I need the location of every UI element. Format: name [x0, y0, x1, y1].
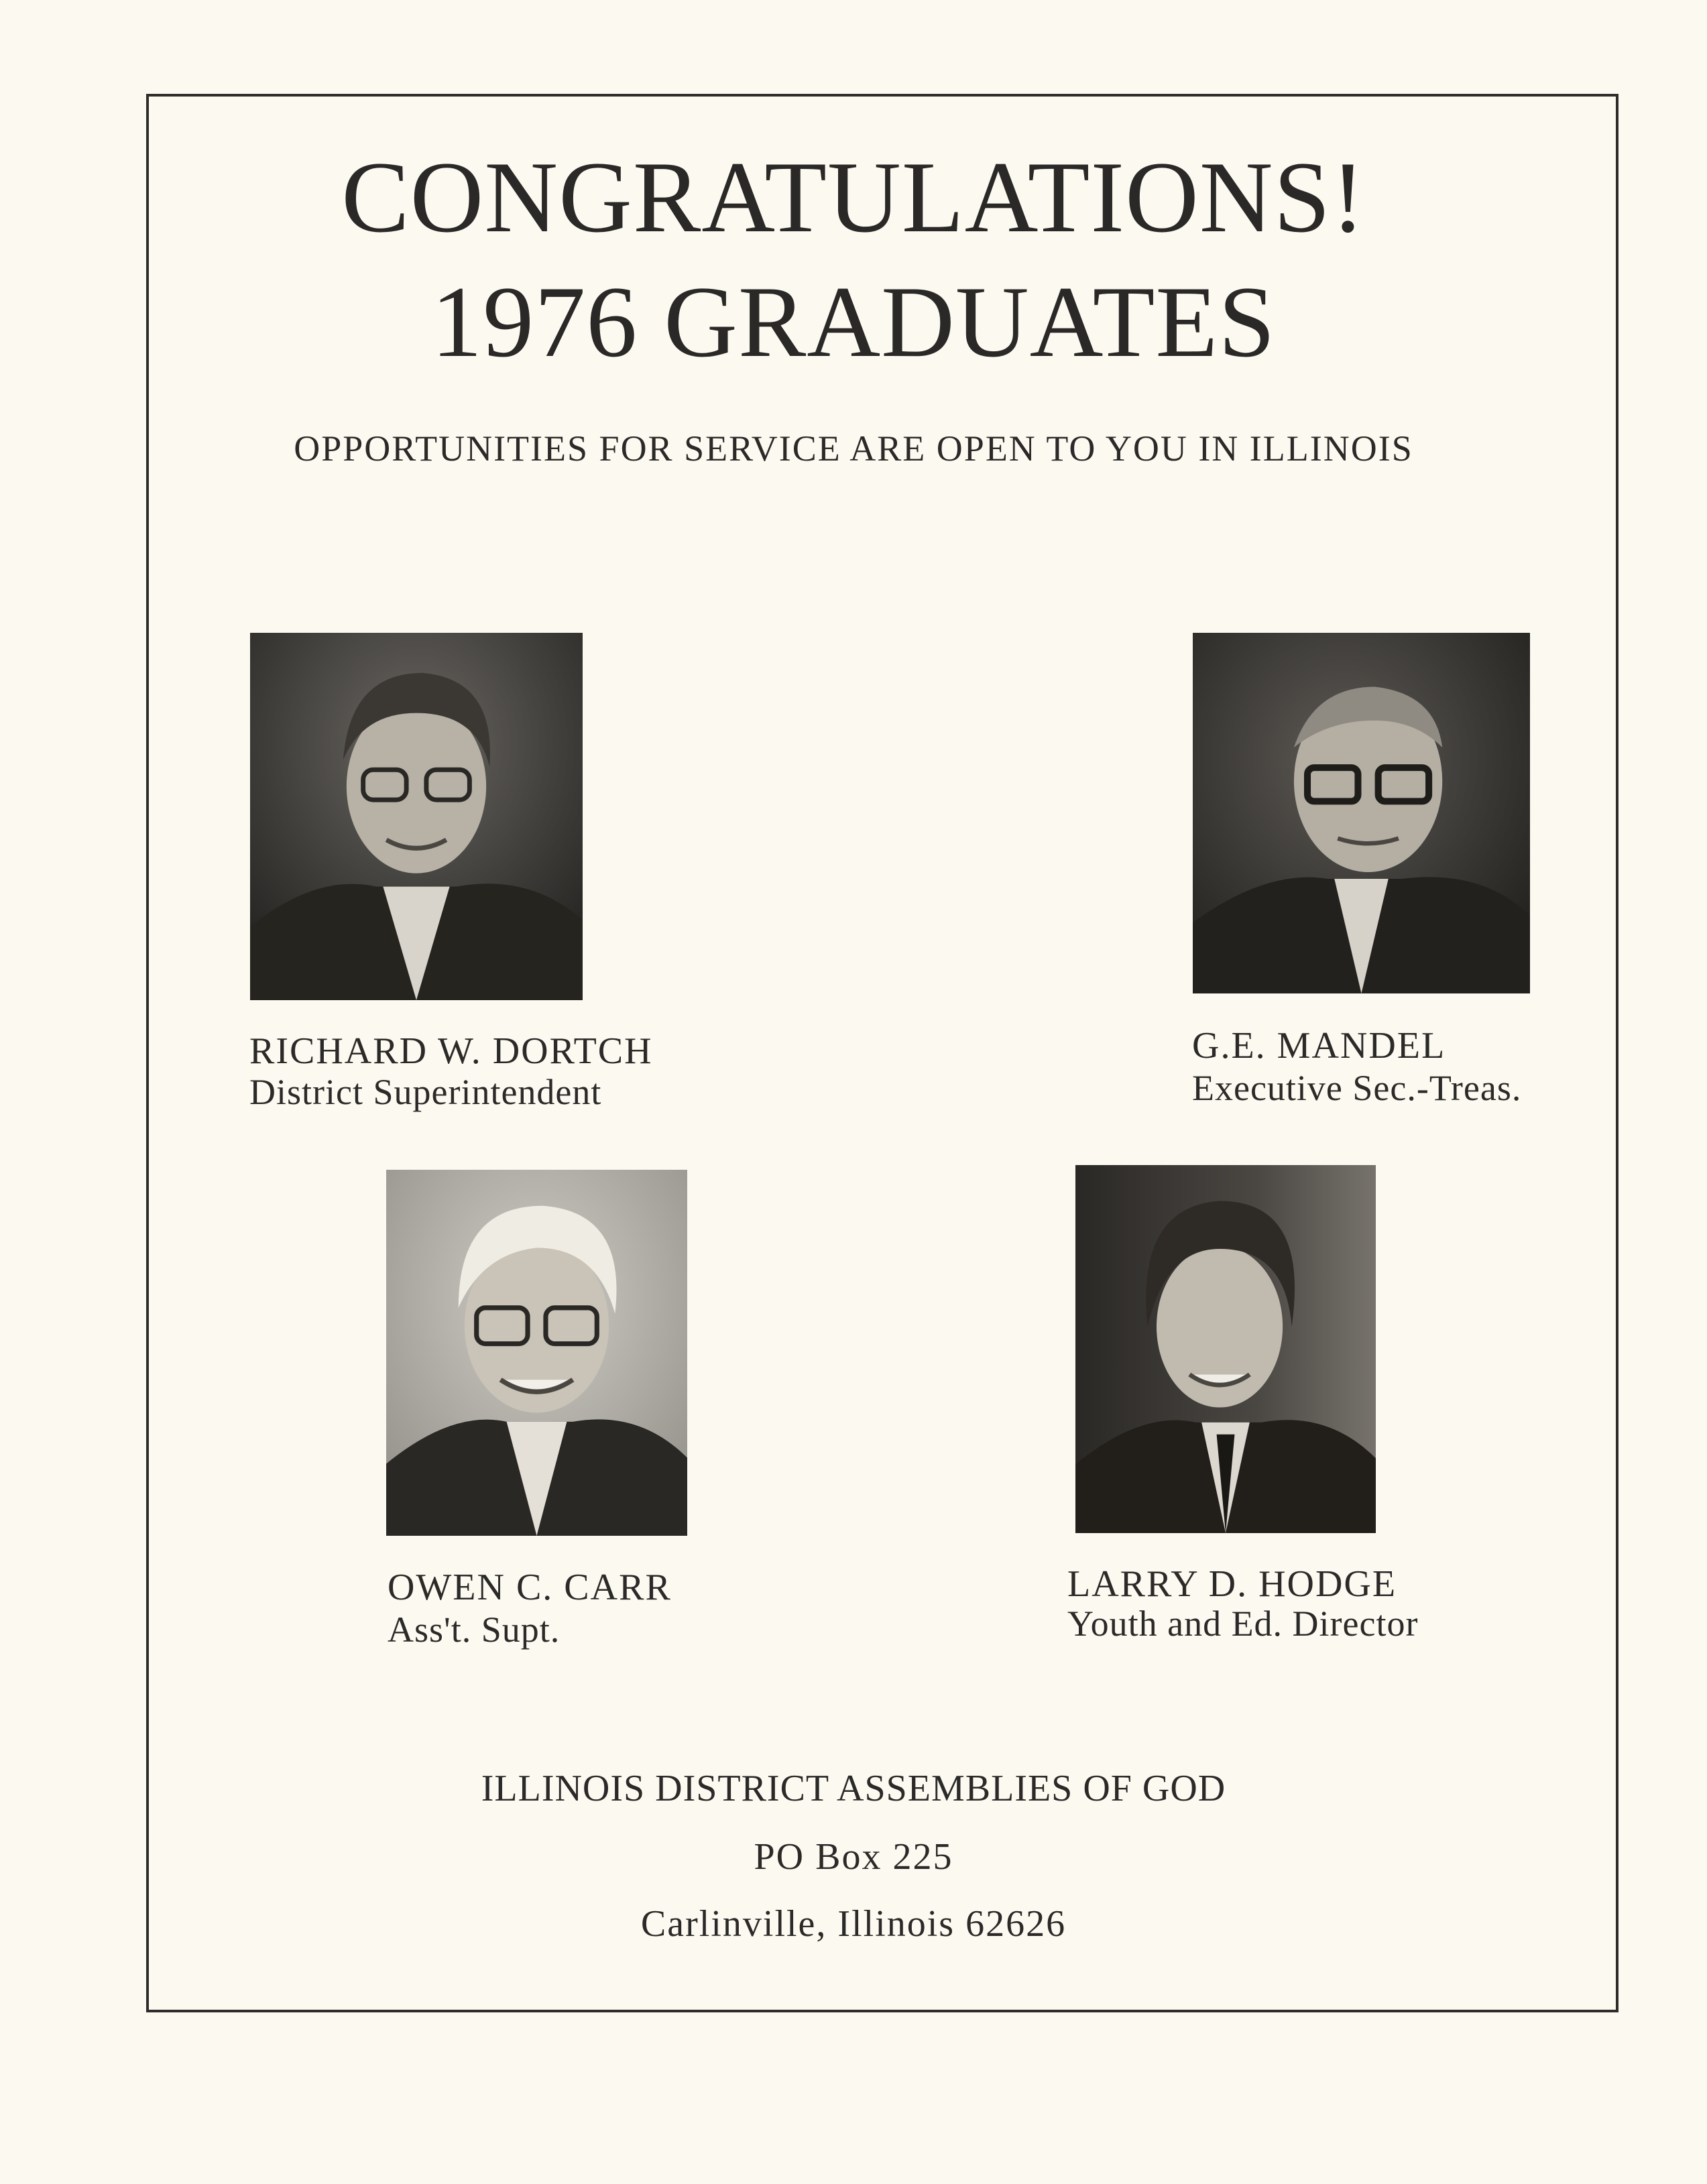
portrait-photo-mandel — [1193, 633, 1530, 993]
person-role-mandel: Executive Sec.-Treas. — [1192, 1068, 1522, 1108]
person-name-mandel: G.E. MANDEL — [1192, 1025, 1446, 1067]
mailing-address: PO Box 225 — [754, 1836, 953, 1878]
page-title-line1: CONGRATULATIONS! — [341, 141, 1366, 253]
person-role-hodge: Youth and Ed. Director — [1067, 1603, 1419, 1644]
portrait-photo-carr — [386, 1170, 687, 1536]
portrait-photo-hodge — [1075, 1165, 1376, 1533]
person-name-hodge: LARRY D. HODGE — [1067, 1563, 1397, 1605]
organization-name: ILLINOIS DISTRICT ASSEMBLIES OF GOD — [481, 1768, 1226, 1809]
person-name-dortch: RICHARD W. DORTCH — [249, 1030, 653, 1072]
page-title-line2: 1976 GRADUATES — [431, 265, 1276, 378]
person-name-carr: OWEN C. CARR — [388, 1567, 672, 1608]
portrait-photo-dortch — [250, 633, 583, 1000]
city-state-zip: Carlinville, Illinois 62626 — [640, 1903, 1067, 1945]
page-subtitle: OPPORTUNITIES FOR SERVICE ARE OPEN TO YOU IN ILLINOIS — [294, 428, 1413, 469]
person-role-dortch: District Superintendent — [249, 1072, 602, 1112]
person-role-carr: Ass't. Supt. — [388, 1610, 561, 1650]
